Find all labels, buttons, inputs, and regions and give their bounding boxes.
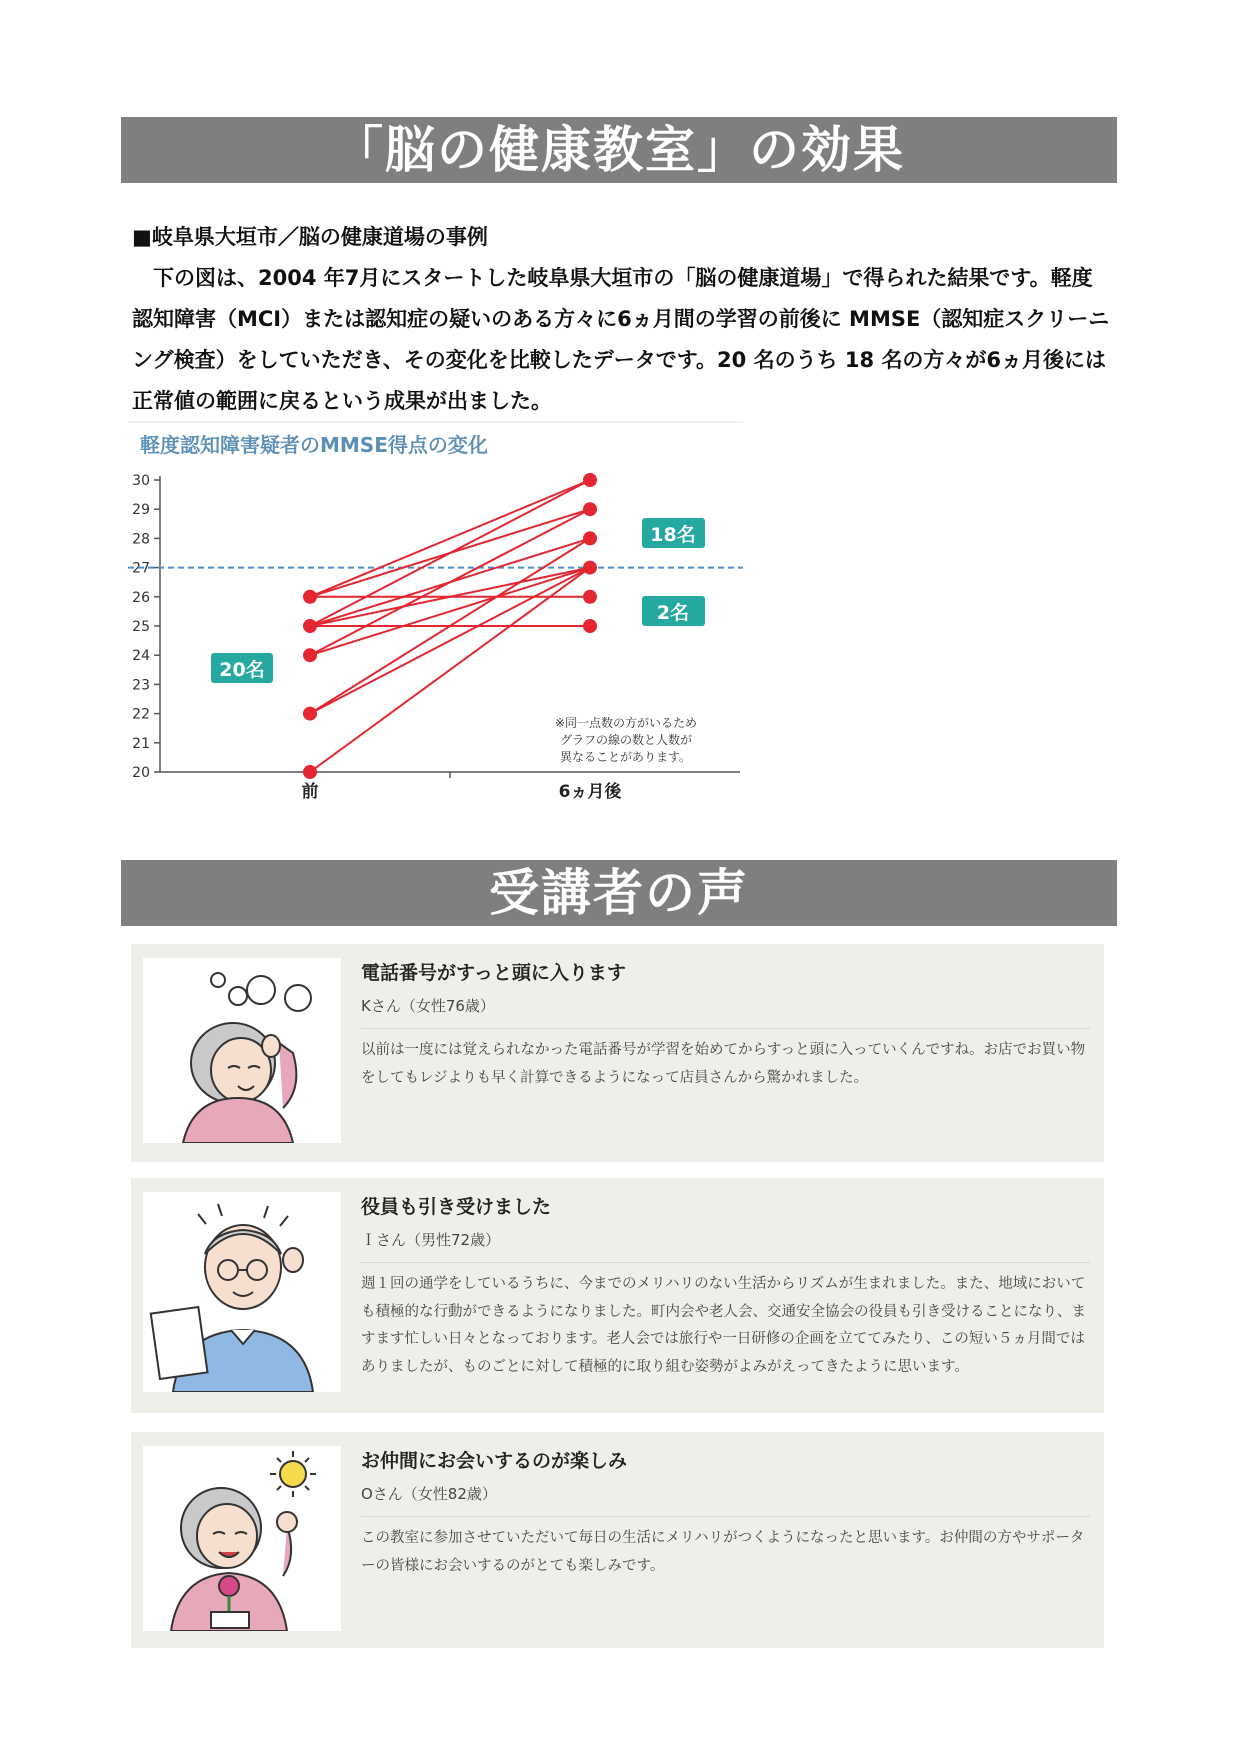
case-description: 下の図は、2004 年7月にスタートした岐阜県大垣市の「脳の健康道場」で得られた結果です。軽度認知障害（MCI）または認知症の疑いのある方々に6ヵ月間の学習の前後に MMSE（認知症スクリーニング検査）をしていただき、その変化を比較したデータです。20 名のうち 18 名の方々が6ヵ月後には正常値の範囲に戻るという成果が出ました。	[132, 266, 1110, 413]
series-line	[310, 480, 590, 597]
chart-note-line-2: グラフの線の数と人数が	[560, 733, 693, 747]
badge-after-high-text: 18名	[650, 524, 696, 546]
section-title-effect: 「脳の健康教室」の効果	[333, 121, 905, 179]
y-tick-label: 27	[132, 560, 150, 577]
y-tick-label: 22	[132, 706, 150, 723]
section-title-voices: 受講者の声	[489, 864, 749, 922]
data-point	[583, 561, 597, 575]
voice-card-3	[131, 1432, 1104, 1648]
data-point	[583, 590, 597, 604]
y-tick-label: 29	[132, 502, 150, 519]
y-tick-label: 26	[132, 589, 150, 606]
y-tick-label: 24	[132, 648, 150, 665]
voice-person-2: Ｉさん（男性72歳）	[361, 1226, 1090, 1263]
y-tick-label: 28	[132, 531, 150, 548]
y-tick-label: 30	[132, 473, 150, 489]
y-tick-label: 23	[132, 677, 150, 694]
section-banner-voices	[121, 860, 1117, 926]
voice-card-2	[131, 1178, 1104, 1413]
chart-note-line-1: ※同一点数の方がいるため	[555, 716, 698, 730]
series-line	[310, 509, 590, 655]
badge-after-high	[642, 518, 705, 548]
series-line	[310, 480, 590, 626]
data-point	[303, 707, 317, 721]
voice-title-2: 役員も引き受けました	[361, 1196, 552, 1218]
category-label: 前	[301, 782, 319, 800]
y-tick-label: 25	[132, 619, 150, 635]
voice-title-3: お仲間にお会いするのが楽しみ	[361, 1450, 628, 1472]
data-point	[303, 619, 317, 633]
chart-title: 軽度認知障害疑者のMMSE得点の変化	[140, 433, 488, 457]
series-line	[310, 568, 590, 656]
data-point	[583, 619, 597, 633]
data-point	[583, 473, 597, 487]
voice-body-2: 週１回の通学をしているうちに、今までのメリハリのない生活からリズムが生まれました。また、地域においても積極的な行動ができるようになりました。町内会や老人会、交通安全協会の役員も引き受けることになり、ますます忙しい日々となっております。老人会では旅行や一日研修の企画を立ててみたり、この短い５ヵ月間ではありましたが、ものごとに対して積極的に取り組む姿勢がよみがえってきたように思います。	[361, 1276, 1086, 1375]
voice-title-1: 電話番号がすっと頭に入ります	[361, 962, 626, 984]
series-line	[310, 568, 590, 772]
data-point	[583, 531, 597, 545]
series-line	[310, 568, 590, 714]
voice-person-3: Oさん（女性82歳）	[361, 1480, 1090, 1517]
illustration-woman-thinking	[143, 958, 341, 1143]
mmse-chart-svg	[128, 420, 743, 800]
data-point	[303, 648, 317, 662]
mmse-chart	[128, 420, 743, 800]
case-heading: ■岐阜県大垣市／脳の健康道場の事例	[132, 225, 488, 249]
badge-before	[211, 653, 273, 683]
badge-after-low	[642, 596, 705, 626]
badge-before-text: 20名	[219, 659, 265, 681]
section-banner-effect	[121, 117, 1117, 183]
voice-card-1	[131, 944, 1104, 1162]
voice-person-1: Kさん（女性76歳）	[361, 992, 1090, 1029]
data-point	[303, 590, 317, 604]
y-tick-label: 21	[132, 735, 150, 752]
data-point	[303, 765, 317, 779]
illustration-woman-with-flower	[143, 1446, 341, 1631]
chart-note	[555, 715, 697, 764]
y-tick-label: 20	[132, 765, 150, 781]
category-label: 6ヵ月後	[558, 782, 622, 800]
chart-note-line-3: 異なることがあります。	[560, 750, 692, 764]
voice-body-3: この教室に参加させていただいて毎日の生活にメリハリがつくようになったと思います。お仲間の方やサポーターの皆様にお会いするのがとても楽しみです。	[361, 1530, 1085, 1574]
data-point	[583, 502, 597, 516]
voice-body-1: 以前は一度には覚えられなかった電話番号が学習を始めてからすっと頭に入っていくんですね。お店でお買い物をしてもレジよりも早く計算できるようになって店員さんから驚かれました。	[361, 1042, 1086, 1086]
illustration-man-with-glasses	[143, 1192, 341, 1392]
badge-after-low-text: 2名	[656, 602, 690, 624]
